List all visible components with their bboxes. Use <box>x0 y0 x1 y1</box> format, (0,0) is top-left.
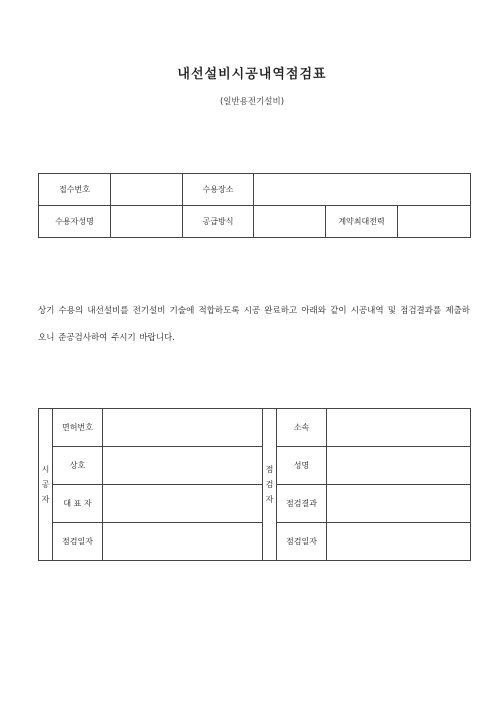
signature-table <box>38 408 471 561</box>
representative-field[interactable] <box>103 485 263 523</box>
request-paragraph: 상기 수용의 내선설비를 전기설비 기술에 적합하도록 시공 완료하고 아래와 같이 시공내역 및 점검결과를 제출하오니 준공검사하여 주시기 바랍니다. <box>38 306 470 343</box>
trade-name-label: 상호 <box>53 447 103 485</box>
info-table <box>38 173 471 238</box>
contract-max-power-field[interactable] <box>398 206 471 238</box>
contractor-vertical-label: 시 공 자 <box>39 409 53 561</box>
table-row <box>39 447 471 485</box>
table-row <box>39 523 471 561</box>
inspection-result-label: 점검결과 <box>277 485 327 523</box>
inspector-vertical-label: 점 검 자 <box>263 409 277 561</box>
license-no-label: 면허번호 <box>53 409 103 447</box>
license-no-field[interactable] <box>103 409 263 447</box>
consumer-name-label: 수용자성명 <box>39 206 111 238</box>
inspection-date-right-field[interactable] <box>327 523 471 561</box>
affiliation-label: 소속 <box>277 409 327 447</box>
use-location-label: 수용장소 <box>183 174 254 206</box>
table-row <box>39 174 471 206</box>
inspection-date-right-label: 점검일자 <box>277 523 327 561</box>
inspection-date-left-field[interactable] <box>103 523 263 561</box>
supply-method-label: 공급방식 <box>183 206 254 238</box>
representative-label: 대 표 자 <box>53 485 103 523</box>
name-label: 성명 <box>277 447 327 485</box>
table-row <box>39 485 471 523</box>
document-subtitle: (일반용전기설비) <box>219 97 285 107</box>
reception-no-label: 접수번호 <box>39 174 111 206</box>
inspection-result-field[interactable] <box>327 485 471 523</box>
trade-name-field[interactable] <box>103 447 263 485</box>
table-row <box>39 206 471 238</box>
document-title: 내선설비시공내역점검표 <box>177 67 327 82</box>
table-row <box>39 409 471 447</box>
name-field[interactable] <box>327 447 471 485</box>
inspection-date-left-label: 점검일자 <box>53 523 103 561</box>
affiliation-field[interactable] <box>327 409 471 447</box>
supply-method-field[interactable] <box>254 206 326 238</box>
reception-no-field[interactable] <box>111 174 183 206</box>
use-location-field[interactable] <box>254 174 471 206</box>
contract-max-power-label: 계약최대전력 <box>326 206 398 238</box>
consumer-name-field[interactable] <box>111 206 183 238</box>
